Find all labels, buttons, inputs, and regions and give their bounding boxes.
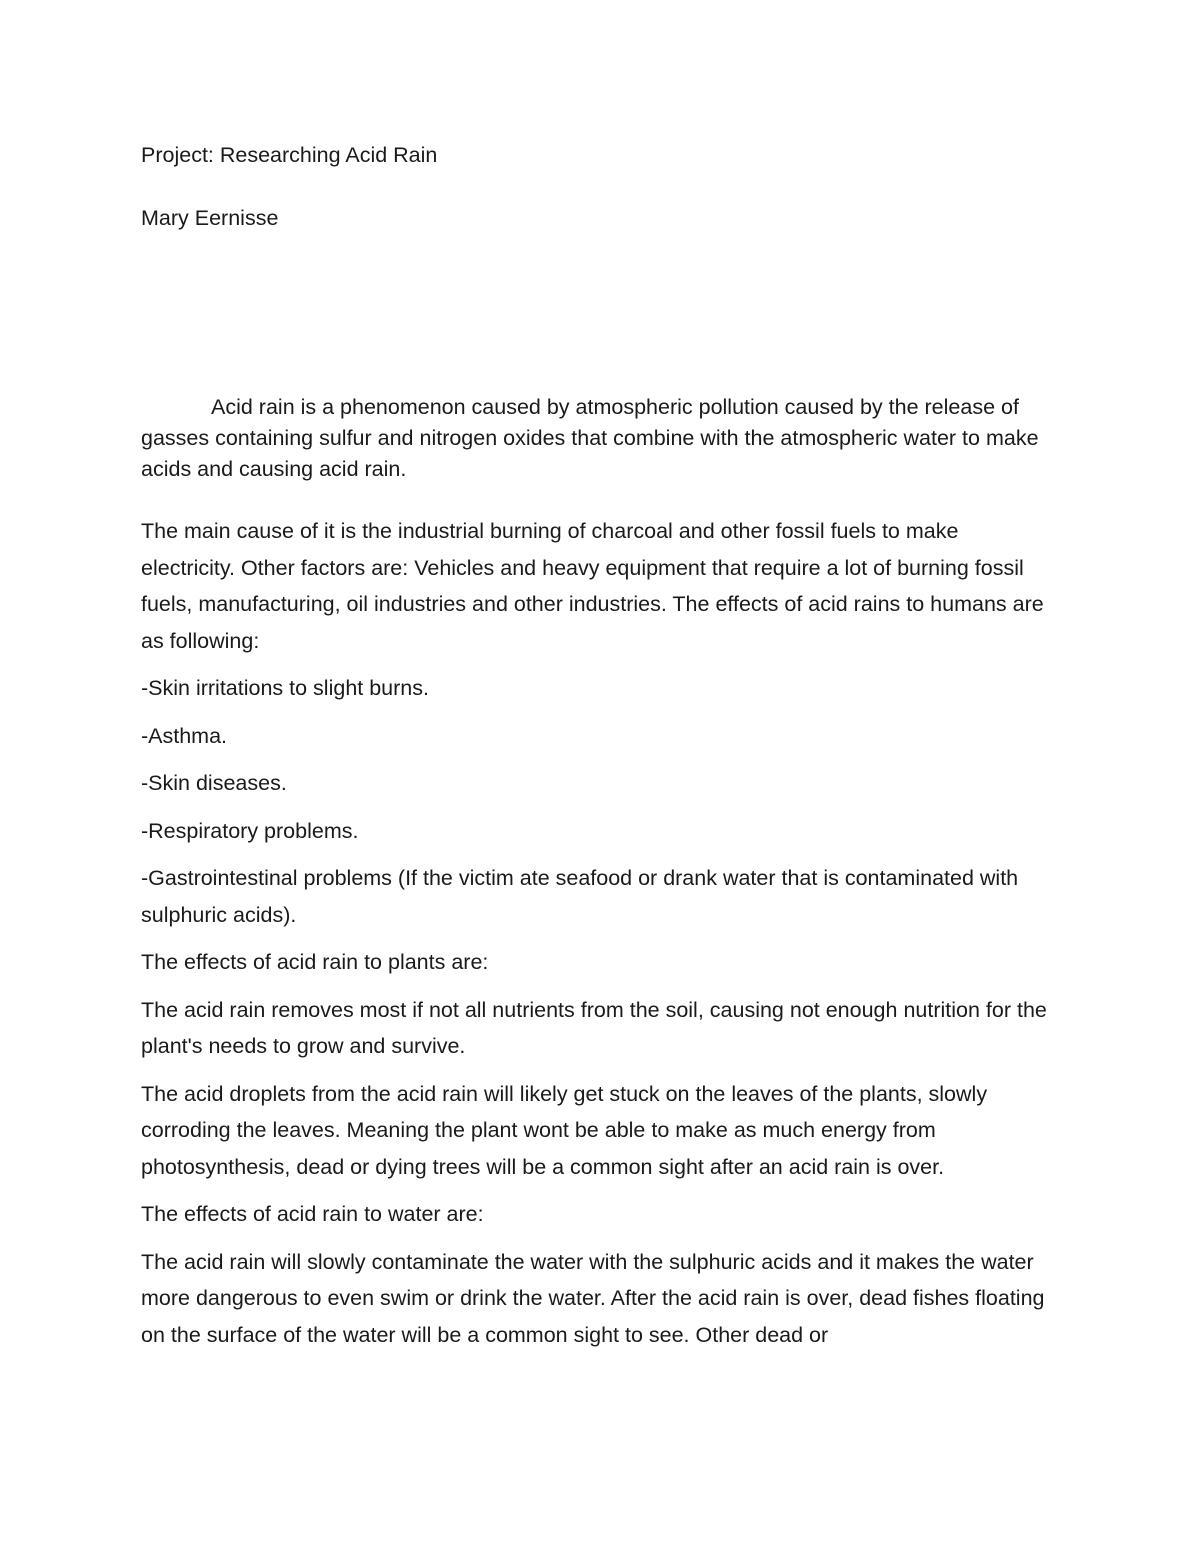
document-author: Mary Eernisse — [141, 206, 279, 230]
list-item: -Gastrointestinal problems (If the victim ate seafood or drank water that is contaminated with sulphuric acids). — [141, 866, 1019, 927]
list-item: -Skin irritations to slight burns. — [141, 676, 429, 700]
list-item: -Asthma. — [141, 723, 228, 748]
paragraph-water: The acid rain will slowly contaminate the water with the sulphuric acids and it makes the water more dangerous to even swim or drink the water. After the acid rain is over, dead fishes floating on the surface of the water will be a common sight to see. Other dead or — [141, 1249, 1045, 1347]
document-body — [141, 513, 1056, 1364]
list-item: -Respiratory problems. — [141, 818, 359, 843]
section-heading-water: The effects of acid rain to water are: — [141, 1202, 484, 1226]
paragraph-plants-leaves: The acid droplets from the acid rain will likely get stuck on the leaves of the plants, slowly corroding the leaves. Meaning the plant wont be able to make as much energy from photosynthesis, dead or dying trees will be a common sight after an acid rain is over. — [141, 1081, 988, 1179]
document-title: Project: Researching Acid Rain — [141, 143, 438, 167]
list-item: -Skin diseases. — [141, 771, 287, 795]
paragraph-causes: The main cause of it is the industrial burning of charcoal and other fossil fuels to make electricity. Other factors are: Vehicles and heavy equipment that require a lot of burning fossil fuels, manufacturing, oil industries and other industries. The effects of acid rains to humans are as following: — [141, 519, 1044, 653]
paragraph-plants-soil: The acid rain removes most if not all nutrients from the soil, causing not enough nutrition for the plant's needs to grow and survive. — [141, 997, 1047, 1058]
intro-paragraph: Acid rain is a phenomenon caused by atmospheric pollution caused by the release of gasses containing sulfur and nitrogen oxides that combine with the atmospheric water to make acids and causing acid rain. — [141, 395, 1039, 481]
section-heading-plants: The effects of acid rain to plants are: — [141, 950, 489, 974]
